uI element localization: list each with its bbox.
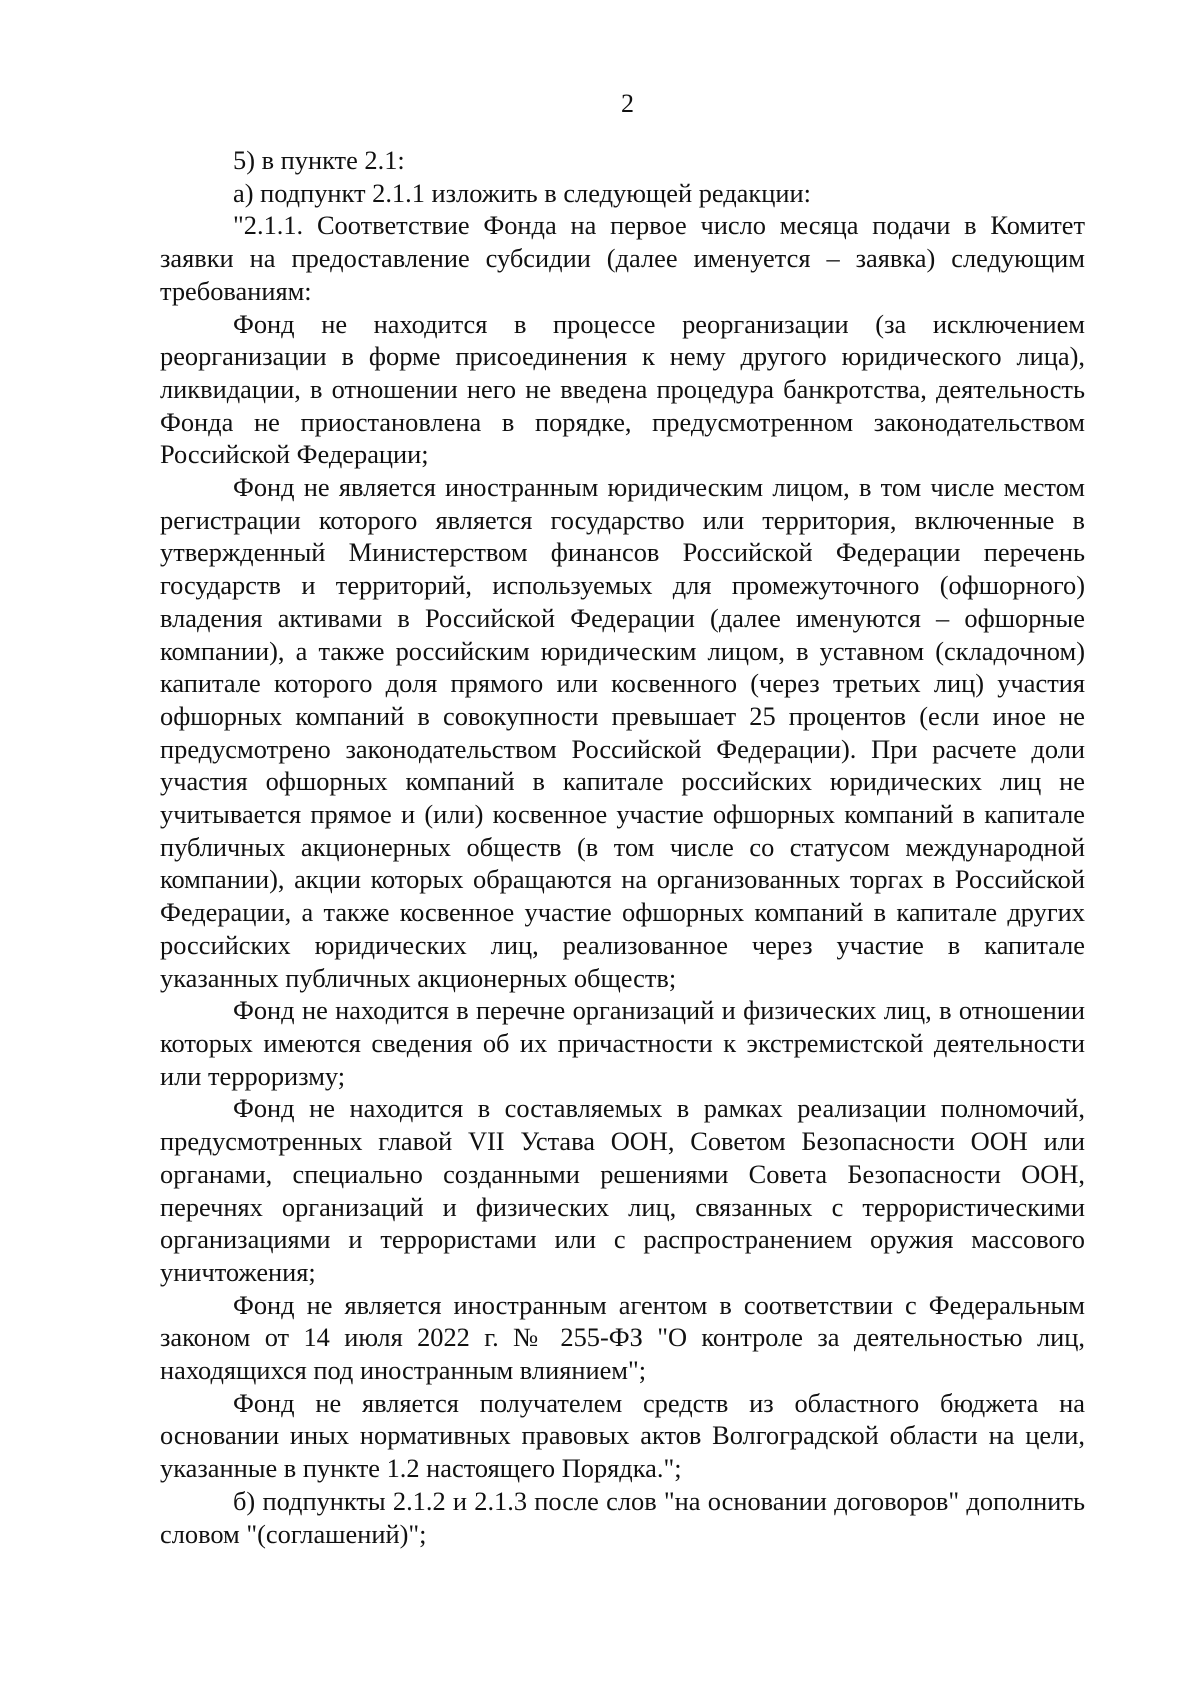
paragraph-offshore: Фонд не является иностранным юридическим лицом, в том числе местом регистрации которого является государство или территория, включенные в утвержденный Министерством финансов Российской Федерации перечень государств и территорий, используемых для промежуточного (офшорного) владения активами в Российской Федерации (далее именуются – офшорные компании), а также российским юридическим лицом, в уставном (складочном) капитале которого доля прямого или косвенного (через третьих лиц) участия офшорных компаний в совокупности превышает 25 процентов (если иное не предусмотрено законодательством Российской Федерации). При расчете доли участия офшорных компаний в капитале российских юридических лиц не учитывается прямое и (или) косвенное участие офшорных компаний в капитале публичных акционерных обществ (в том числе со статусом международной компании), акции которых обращаются на организованных торгах в Российской Федерации, а также косвенное участие офшорных компаний в капитале других российских юридических лиц, реализованное через участие в капитале указанных публичных акционерных обществ; <box>160 472 1085 993</box>
paragraph-foreign-agent: Фонд не является иностранным агентом в соответствии с Федеральным законом от 14 июля 2022 г. № 255-ФЗ "О контроле за деятельностью лиц, находящихся под иностранным влиянием"; <box>160 1289 1085 1386</box>
paragraph-subitem-b: б) подпункты 2.1.2 и 2.1.3 после слов "на основании договоров" дополнить словом "(соглашений)"; <box>160 1485 1085 1549</box>
paragraph-extremism: Фонд не находится в перечне организаций и физических лиц, в отношении которых имеются сведения об их причастности к экстремистской деятельности или терроризму; <box>160 995 1085 1091</box>
paragraph-subitem-a: а) подпункт 2.1.1 изложить в следующей редакции: <box>233 177 811 208</box>
paragraph-un-security-council: Фонд не находится в составляемых в рамках реализации полномочий, предусмотренных главой VII Устава ООН, Советом Безопасности ООН или органами, специально созданными решениями Совета Безопасности ООН, перечнях организаций и физических лиц, связанных с террористическими организациями и террористами или с распространением оружия массового уничтожения; <box>160 1093 1085 1287</box>
paragraph-reorganization: Фонд не находится в процессе реорганизации (за исключением реорганизации в форме присоединения к нему другого юридического лица), ликвидации, в отношении него не введена процедура банкротства, деятельность Фонда не приостановлена в порядке, предусмотренном законодательством Российской Федерации; <box>160 308 1085 470</box>
paragraph-item-5: 5) в пункте 2.1: <box>233 145 405 175</box>
paragraph-budget-funds: Фонд не является получателем средств из областного бюджета на основании иных нормативных правовых актов Волгоградской области на цели, указанные в пункте 1.2 настоящего Порядка."; <box>160 1387 1085 1484</box>
paragraph-2-1-1-requirements: "2.1.1. Соответствие Фонда на первое число месяца подачи в Комитет заявки на предоставление субсидии (далее именуется – заявка) следующим требованиям: <box>160 210 1085 306</box>
document-body <box>160 144 1085 1550</box>
page-number: 2 <box>621 89 634 118</box>
